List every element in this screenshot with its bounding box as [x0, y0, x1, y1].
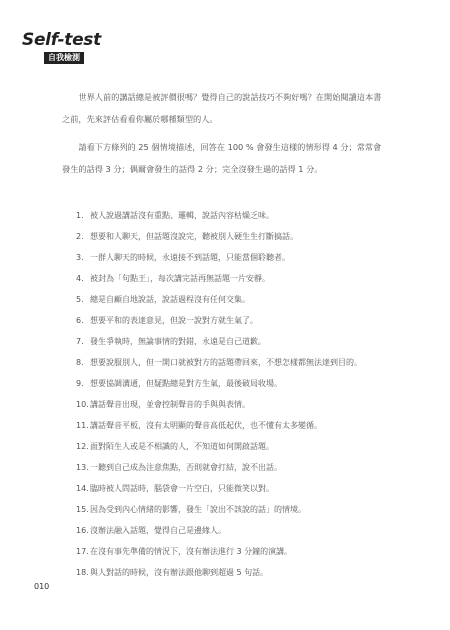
intro-paragraph-2: 請看下方條列的 25 個情境描述，回答在 100 % 會發生這樣的情形得 4 分；常常會發生的話得 3 分；偶爾會發生的話得 2 分；完全沒發生過的話得 1 分。 — [62, 142, 382, 174]
item-text: 想要和人聊天，但話題沒說完，聽被別人硬生生打斷搞話。 — [90, 232, 298, 241]
item-text: 一聽到自己成為注意焦點，否則就會打結，說不出話。 — [90, 463, 282, 472]
list-item — [76, 436, 386, 457]
item-text: 被封為「句點王」，每次講完話再無話題一片安靜。 — [90, 274, 270, 283]
item-text: 講話聲音平板，沒有太明顯的聲音高低起伏，也不懂有太多變循。 — [90, 421, 322, 430]
item-number: 5. — [76, 295, 84, 304]
item-number: 11. — [76, 421, 89, 430]
badge-subtitle: 自我檢測 — [44, 52, 84, 64]
item-text: 發生爭執時，無論事情的對錯，永遠是自己道歉。 — [90, 337, 266, 346]
item-number: 17. — [76, 547, 89, 556]
item-number: 9. — [76, 379, 84, 388]
list-item — [76, 331, 386, 352]
item-number: 12. — [76, 442, 89, 451]
item-text: 在沒有事先準備的情況下，沒有辦法進行 3 分鐘的演講。 — [90, 547, 293, 556]
intro-text — [62, 86, 382, 186]
item-text: 被人說過講話沒有重點、邏輯，說話內容枯燥乏味。 — [90, 211, 274, 220]
list-item — [76, 415, 386, 436]
list-item — [76, 352, 386, 373]
item-text: 想要協調溝通，但疑點總是對方生氣，最後破局收場。 — [90, 379, 282, 388]
self-test-badge — [22, 30, 100, 70]
item-text: 講話聲音出現，並會控制聲音的手與與表情。 — [90, 400, 250, 409]
list-item — [76, 394, 386, 415]
list-item — [76, 310, 386, 331]
list-item — [76, 499, 386, 520]
item-text: 想要說服別人，但一開口就被對方的話題帶回來，不想怎樣都無法達到目的。 — [90, 358, 362, 367]
list-item — [76, 520, 386, 541]
item-number: 4. — [76, 274, 84, 283]
item-text: 臨時被人問話時，腦袋會一片空白，只能微笑以對。 — [90, 484, 274, 493]
list-item — [76, 289, 386, 310]
item-number: 2. — [76, 232, 84, 241]
item-text: 因為受到內心情緒的影響，發生「說出不該說的話」的情境。 — [90, 505, 306, 514]
list-item — [76, 562, 386, 583]
list-item — [76, 541, 386, 562]
badge-title: Self-test — [22, 30, 101, 50]
item-number: 6. — [76, 316, 84, 325]
list-item — [76, 247, 386, 268]
list-item — [76, 205, 386, 226]
list-item — [76, 457, 386, 478]
item-number: 15. — [76, 505, 89, 514]
item-text: 面對陌生人或是不相識的人，不知道如何開啟話題。 — [90, 442, 274, 451]
item-number: 16. — [76, 526, 89, 535]
item-number: 8. — [76, 358, 84, 367]
item-number: 13. — [76, 463, 89, 472]
item-number: 10. — [76, 400, 89, 409]
item-text: 沒辦法融入話題，覺得自己是邊緣人。 — [90, 526, 226, 535]
item-number: 7. — [76, 337, 84, 346]
item-number: 3. — [76, 253, 84, 262]
page-number: 010 — [34, 582, 50, 591]
list-item — [76, 373, 386, 394]
intro-paragraph-1: 世界人前的講話總是被評價很嗎？覺得自己的說話技巧不夠好嗎？在開始閱讀這本書之前，先來評估看看你屬於哪種類型的人。 — [62, 92, 382, 124]
item-text: 總是自顧自地說話，說話過程沒有任何交集。 — [90, 295, 250, 304]
item-text: 想要平和的表達意見，但說一說對方就生氣了。 — [90, 316, 258, 325]
item-number: 18. — [76, 568, 89, 577]
list-item — [76, 268, 386, 289]
list-item — [76, 478, 386, 499]
item-text: 與人對話的時候，沒有辦法跟他聊到超過 5 句話。 — [90, 568, 269, 577]
list-item — [76, 226, 386, 247]
question-list — [76, 205, 386, 583]
item-number: 14. — [76, 484, 89, 493]
item-text: 一群人聊天的時候，永遠接不到話題，只能當個聆聽者。 — [90, 253, 290, 262]
item-number: 1. — [76, 211, 84, 220]
